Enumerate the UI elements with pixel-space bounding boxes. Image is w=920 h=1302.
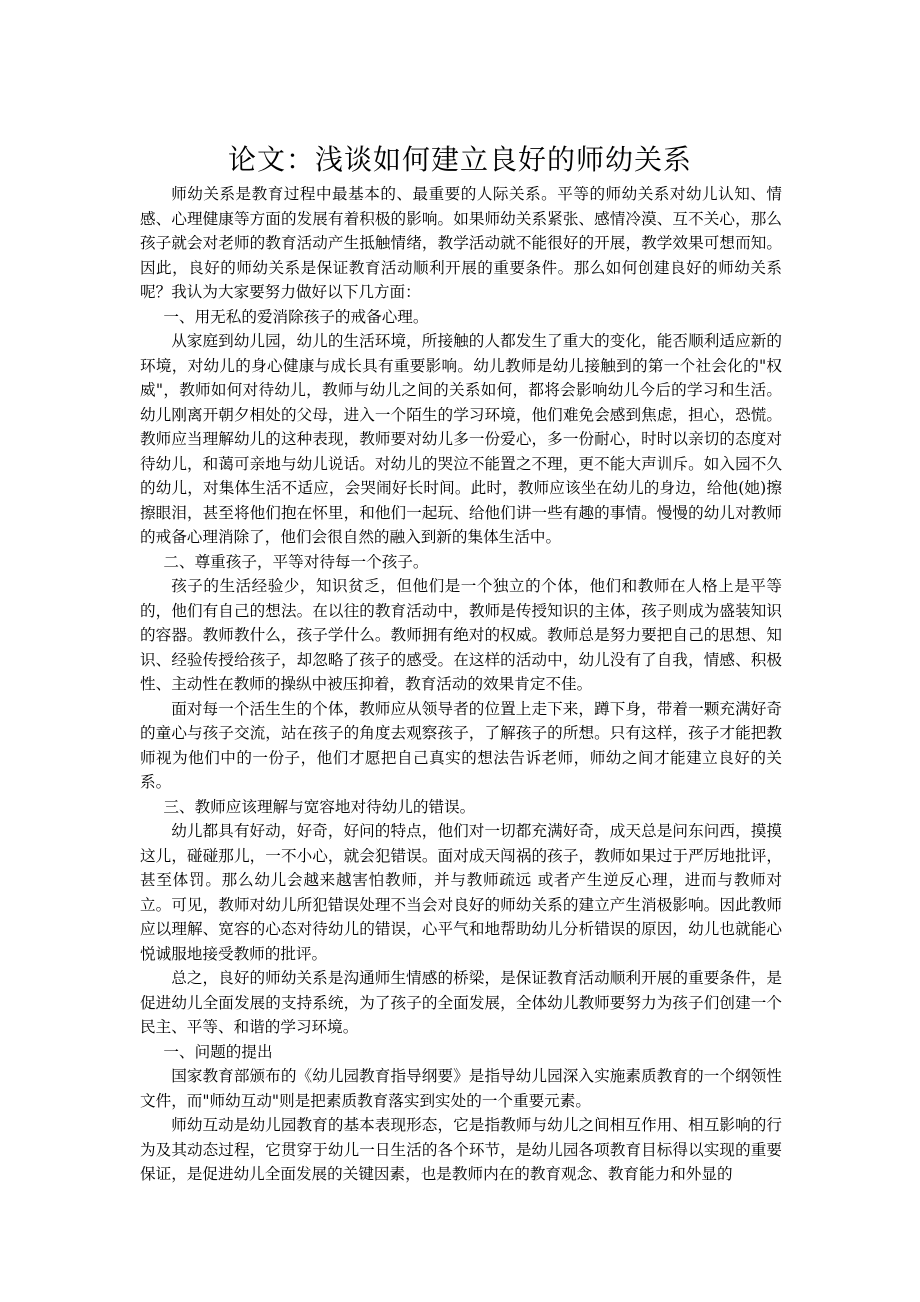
- paragraph-intro: 师幼关系是教育过程中最基本的、最重要的人际关系。平等的师幼关系对幼儿认知、情感、心理健康等方面的发展有着积极的影响。如果师幼关系紧张、感情冷漠、互不关心，那么孩子就会对老师的教育活动产生抵触情绪，教学活动就不能很好的开展，教学效果可想而知。因此，良好的师幼关系是保证教育活动顺利开展的重要条件。那么如何创建良好的师幼关系呢？我认为大家要努力做好以下几方面：: [140, 185, 782, 301]
- section-heading-2: 二、尊重孩子，平等对待每一个孩子。: [163, 552, 429, 571]
- paragraph-problem-a: 国家教育部颁布的《幼儿园教育指导纲要》是指导幼儿园深入实施素质教育的一个纲领性文件，而"师幼互动"则是把素质教育落实到实处的一个重要元素。: [140, 1067, 782, 1110]
- section-heading-1: 一、用无私的爱消除孩子的戒备心理。: [163, 307, 429, 326]
- paragraph-section-2a: 孩子的生活经验少，知识贫乏，但他们是一个独立的个体，他们和教师在人格上是平等的，他们有自己的想法。在以往的教育活动中，教师是传授知识的主体，孩子则成为盛装知识的容器。教师教什么，孩子学什么。教师拥有绝对的权威。教师总是努力要把自己的思想、知识、经验传授给孩子，却忽略了孩子的感受。在这样的活动中，幼儿没有了自我，情感、积极性、主动性在教师的操纵中被压抑着，教育活动的效果肯定不佳。: [140, 577, 782, 693]
- section-heading-problem: 一、问题的提出: [163, 1042, 273, 1061]
- section-heading-3: 三、教师应该理解与宽容地对待幼儿的错误。: [163, 797, 476, 816]
- document-body: [140, 182, 782, 1187]
- document-title: 论文：浅谈如何建立良好的师幼关系: [227, 143, 692, 176]
- paragraph-problem-b: 师幼互动是幼儿园教育的基本表现形态，它是指教师与幼儿之间相互作用、相互影响的行为及其动态过程，它贯穿于幼儿一日生活的各个环节，是幼儿园各项教育目标得以实现的重要保证，是促进幼儿全面发展的关键因素，也是教师内在的教育观念、教育能力和外显的: [140, 1116, 782, 1183]
- paragraph-section-3: 幼儿都具有好动，好奇，好问的特点，他们对一切都充满好奇，成天总是问东问西，摸摸这儿，碰碰那儿，一不小心，就会犯错误。面对成天闯祸的孩子，教师如果过于严厉地批评，甚至体罚。那么幼儿会越来越害怕教师，并与教师疏远 或者产生逆反心理，进而与教师对立。可见，教师对幼儿所犯错误处理不当会对良好的师幼关系的建立产生消极影响。因此教师应以理解、宽容的心态对待幼儿的错误，心平气和地帮助幼儿分析错误的原因，幼儿也就能心悦诚服地接受教师的批评。: [140, 822, 782, 963]
- paragraph-conclusion: 总之，良好的师幼关系是沟通师生情感的桥梁，是保证教育活动顺利开展的重要条件，是促进幼儿全面发展的支持系统，为了孩子的全面发展，全体幼儿教师要努力为孩子们创建一个民主、平等、和谐的学习环境。: [140, 969, 782, 1036]
- paragraph-section-1: 从家庭到幼儿园，幼儿的生活环境，所接触的人都发生了重大的变化，能否顺利适应新的环境，对幼儿的身心健康与成长具有重要影响。幼儿教师是幼儿接触到的第一个社会化的"权威"，教师如何对待幼儿，教师与幼儿之间的关系如何，都将会影响幼儿今后的学习和生活。幼儿刚离开朝夕相处的父母，进入一个陌生的学习环境，他们难免会感到焦虑，担心，恐慌。教师应当理解幼儿的这种表现，教师要对幼儿多一份爱心，多一份耐心，时时以亲切的态度对待幼儿，和蔼可亲地与幼儿说话。对幼儿的哭泣不能置之不理，更不能大声训斥。如入园不久的幼儿，对集体生活不适应，会哭闹好长时间。此时，教师应该坐在幼儿的身边，给他(她)擦擦眼泪，甚至将他们抱在怀里，和他们一起玩、给他们讲一些有趣的事情。慢慢的幼儿对教师的戒备心理消除了，他们会很自然的融入到新的集体生活中。: [140, 332, 782, 546]
- paragraph-section-2b: 面对每一个活生生的个体，教师应从领导者的位置上走下来，蹲下身，带着一颗充满好奇的童心与孩子交流，站在孩子的角度去观察孩子，了解孩子的所想。只有这样，孩子才能把教师视为他们中的一份子，他们才愿把自己真实的想法告诉老师，师幼之间才能建立良好的关系。: [140, 699, 782, 791]
